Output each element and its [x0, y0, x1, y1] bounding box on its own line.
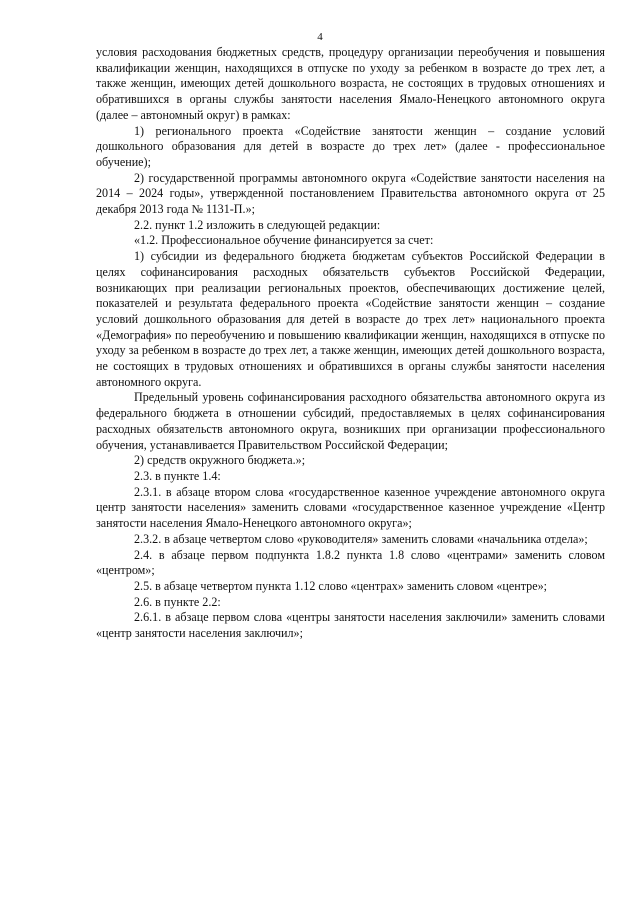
paragraph: 2.3.1. в абзаце втором слова «государственное казенное учреждение автономного округа центр занятости населения» заменить словами «государственное казенное учреждение «Центр занятости населения Ямало-Ненецкого автономного округа»;	[96, 484, 605, 531]
paragraph: 2.5. в абзаце четвертом пункта 1.12 слово «центрах» заменить словом «центре»;	[134, 578, 547, 593]
paragraph: 1) субсидии из федерального бюджета бюджетам субъектов Российской Федерации в целях софинансирования расходных обязательств субъектов Российской Федерации, возникающих при реализации региональных проектов, обеспечивающих достижение целей, показателей и результата федерального проекта «Содействие занятости женщин – создание условий дошкольного образования для детей в возрасте до трех лет» национального проекта «Демография» по переобучению и повышению квалификации женщин, находящихся в отпуске по уходу за ребенком в возрасте до трех лет, а также женщин, имеющих детей дошкольного возраста, не состоящих в трудовых отношениях и обратившихся в органы службы занятости населения автономного округа.	[96, 249, 605, 389]
paragraph: 2.2. пункт 1.2 изложить в следующей редакции:	[134, 217, 381, 232]
paragraph: 1) регионального проекта «Содействие занятости женщин – создание условий дошкольного образования для детей в возрасте до трех лет» (далее - профессиональное обучение);	[96, 123, 605, 169]
page-number: 4	[317, 31, 323, 43]
paragraph: 2.3.2. в абзаце четвертом слово «руководителя» заменить словами «начальника отдела»;	[134, 531, 588, 546]
paragraph: 2.3. в пункте 1.4:	[134, 468, 221, 483]
paragraph: Предельный уровень софинансирования расходного обязательства автономного округа из федерального бюджета в отношении субсидий, предоставляемых в целях софинансирования расходных обязательств автономного округа, возникших при организации профессионального обучения, устанавливается Правительством Российской Федерации;	[96, 390, 605, 452]
paragraph: условия расходования бюджетных средств, процедуру организации переобучения и повышения квалификации женщин, находящихся в отпуске по уходу за ребенком в возрасте до трех лет, а также женщин, имеющих детей дошкольного возраста, не состоящих в трудовых отношениях и обратившихся в органы службы занятости населения Ямало-Ненецкого автономного округа (далее – автономный округ) в рамках:	[96, 45, 605, 122]
paragraph: «1.2. Профессиональное обучение финансируется за счет:	[134, 233, 434, 248]
document-body	[96, 45, 605, 642]
paragraph: 2) государственной программы автономного округа «Содействие занятости населения на 2014 – 2024 годы», утвержденной постановлением Правительства автономного округа от 25 декабря 2013 года № 1131-П.»;	[96, 170, 605, 217]
paragraph: 2) средств окружного бюджета.»;	[134, 453, 306, 468]
paragraph: 2.6.1. в абзаце первом слова «центры занятости населения заключили» заменить словами «центр занятости населения заключил»;	[96, 610, 605, 641]
paragraph: 2.4. в абзаце первом подпункта 1.8.2 пункта 1.8 слово «центрами» заменить словом «центром»;	[96, 547, 605, 578]
paragraph: 2.6. в пункте 2.2:	[134, 594, 221, 609]
